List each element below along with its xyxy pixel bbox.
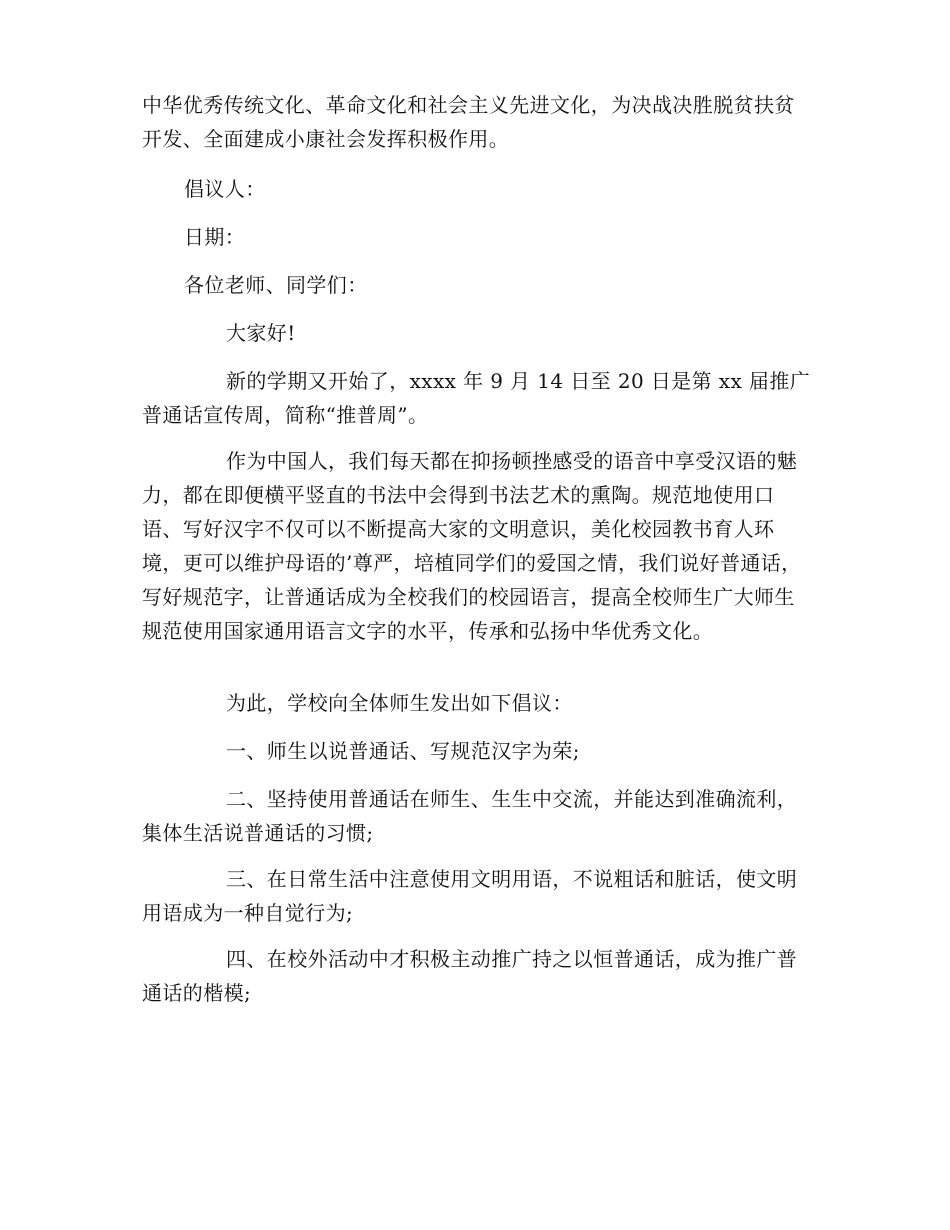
proposal-item-4: 四、在校外活动中才积极主动推广持之以恒普通话，成为推广普通话的楷模; bbox=[142, 947, 798, 1005]
salutation: 各位老师、同学们： bbox=[184, 273, 368, 297]
paragraph-main: 作为中国人，我们每天都在抑扬顿挫感受的语音中享受汉语的魅力，都在即便横平竖直的书法中会得到书法艺术的熏陶。规范地使用口语、写好汉字不仅可以不断提高大家的文明意识，美化校园教书育人环境，更可以维护母语的’尊严，培植同学们的爱国之情，我们说好普通话，写好规范字，让普通话成为全校我们的校园语言，提高全校师生广大师生规范使用国家通用语言文字的水平，传承和弘扬中华优秀文化。 bbox=[142, 449, 802, 643]
date-line: 日期： bbox=[184, 225, 246, 249]
proposer-line: 倡议人： bbox=[184, 177, 266, 201]
proposal-item-1: 一、师生以说普通话、写规范汉字为荣; bbox=[226, 739, 580, 763]
greeting: 大家好! bbox=[226, 321, 296, 345]
paragraph-proposal-lead: 为此，学校向全体师生发出如下倡议： bbox=[226, 691, 573, 715]
proposal-item-2: 二、坚持使用普通话在师生、生生中交流，并能达到准确流利，集体生活说普通话的习惯; bbox=[142, 787, 798, 845]
paragraph-intro: 新的学期又开始了，xxxx 年 9 月 14 日至 20 日是第 xx 届推广普通话宣传周，简称“推普周”。 bbox=[142, 369, 811, 427]
paragraph-continuation: 中华优秀传统文化、革命文化和社会主义先进文化，为决战决胜脱贫扶贫开发、全面建成小康社会发挥积极作用。 bbox=[142, 93, 795, 151]
proposal-item-3: 三、在日常生活中注意使用文明用语，不说粗话和脏话，使文明用语成为一种自觉行为; bbox=[142, 867, 798, 925]
